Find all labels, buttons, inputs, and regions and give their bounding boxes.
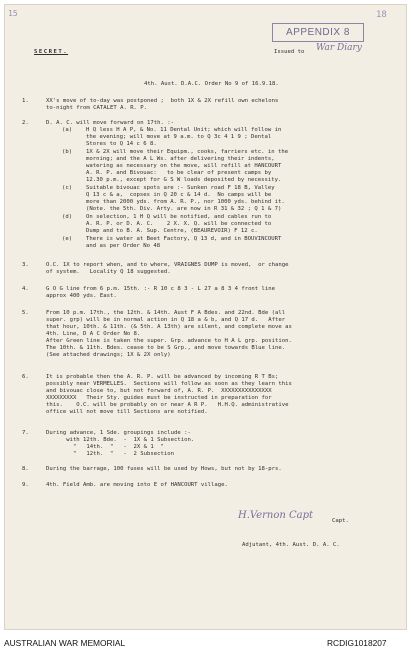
signature-title: Adjutant, 4th. Aust. D. A. C. [242,542,340,548]
para-line: Dump and to B. A. Sup. Centre, (BEAUREVOIR) F 12 c. [86,228,258,234]
para-line: this. O.C. will be probably on or near A R P. H.H.Q. administrative [46,402,289,408]
sub-item-label: (c) [62,185,73,191]
para-line: H Q less H A P, & No. 11 Dental Unit; which will follow in [86,127,282,133]
para-number: 1. [22,98,29,104]
para-line: of system. Locality Q 18 suggested. [46,269,171,275]
sub-item-label: (b) [62,149,73,155]
para-line: more than 2000 yds. from A. R. P., nor 1000 yds. behind it. [86,199,285,205]
issued-to-label: Issued to [274,49,305,55]
para-line: " 12th. " - 2 Subsection [46,451,174,457]
para-number: 7. [22,430,29,436]
para-line: There is water at Beet Factory, Q 13 d, and in BOUVINCOURT [86,236,282,242]
signature-rank: Capt. [332,518,349,524]
para-line: 4th. Field Amb. are moving into E of HANCOURT village. [46,482,228,488]
para-line: with 12th. Bde. - 1X & 1 Subsection. [46,437,195,443]
para-line: XXXXXXXXX Their Sty. guides must be instructed in preparation for [46,395,272,401]
para-number: 6. [22,374,29,380]
para-line: to-night from CATALET A. R. P. [46,105,148,111]
para-line: the evening; will move at 9 a.m. to Q 3c 4 1 9 ; Dental [86,134,272,140]
para-line: Suitable bivouac spots are :- Sunken road F 18 B, Valley [86,185,275,191]
para-line: During advance, 1 Sde. groupings include :- [46,430,191,436]
para-number: 4. [22,286,29,292]
para-line: After Green line is taken the super. Grp. advance to H A L grp. position. [46,338,292,344]
para-line: possibly near VERMELLES. Sections will follow as soon as they learn this [46,381,292,387]
secret-heading: SECRET. [34,49,69,55]
footer-archive-name: AUSTRALIAN WAR MEMORIAL [4,638,126,648]
para-line: G O G line from 6 p.m. 15th. :- R 10 c 8 3 - L 27 a 8 3 4 front line [46,286,276,292]
para-number: 2. [22,120,29,126]
para-line: During the barrage, 100 fuses will be used by Hows, but not by 18-prs. [46,466,282,472]
para-line: (Note. the 5th. Div. Arty. are now in R 31 & 32 ; Q 1 & 7) [86,206,282,212]
para-line: that hour, 10th. & 11th. (& 5th. A 13th) are silent, and complete move as [46,324,292,330]
para-line: A. R. P. or D. A. C. 2 X. X. Q. will be connected to [86,221,272,227]
para-number: 5. [22,310,29,316]
corner-mark-right: 18 [376,10,387,20]
para-line: XX's move of to-day was postponed ; both 1X & 2X refill own echelons [46,98,279,104]
handwritten-signature: H.Vernon Capt [238,510,314,521]
para-number: 8. [22,466,29,472]
para-line: On selection, 1 H Q will be notified, and cables run to [86,214,272,220]
issued-to-handwritten: War Diary [316,43,362,53]
corner-mark-left: 15 [8,9,18,18]
sub-item-label: (d) [62,214,73,220]
para-line: Q 13 c & a, copses in Q 20 c & 14 d. No camps will be [86,192,272,198]
para-line: approx 400 yds. East. [46,293,117,299]
para-line: A. R. P. and Bivouac: to be clear of present camps by [86,170,272,176]
para-line: Stores to Q 14 c 6 8. [86,141,157,147]
sub-item-label: (e) [62,236,73,242]
para-line: 4th. Line, D A C Order No 8. [46,331,141,337]
para-line: 1X & 2X will move their Equipm., cooks, farriers etc. in the [86,149,289,155]
para-line: The 10th. & 11th. Bdes. cease to be S Grp., and move towards Blue line. [46,345,286,351]
para-line: (See attached drawings; 1X & 2X only) [46,352,171,358]
para-line: " 14th. " - 2X & 1 " [46,444,164,450]
footer-record-id: RCDIG1018207 [327,638,387,648]
para-line: morning; and the A L Ws. after delivering their indents, [86,156,275,162]
para-line: office will not move till Sections are notified. [46,409,208,415]
para-line: O.C. 1X to report when, and to where, VRAIGNES DUMP is moved, or change [46,262,289,268]
order-title: 4th. Aust. D.A.C. Order No 9 of 16.9.18. [144,81,279,87]
para-line: super. grp) will be in normal action in Q 18 a & b, and Q 17 d. After [46,317,286,323]
appendix-stamp: APPENDIX 8 [272,23,364,42]
para-line: 12.30 p.m., except for G S W loads deposited by necessity. [86,177,282,183]
para-line: watering as necessary on the move, will refill at HANCOURT [86,163,282,169]
para-line: and as per Order No 48 [86,243,161,249]
para-line: It is probable then the A. R. P. will be advanced by incoming R T Bs; [46,374,279,380]
para-line: D. A. C. will move forward on 17th. :- [46,120,174,126]
para-number: 3. [22,262,29,268]
document-page [4,4,407,630]
para-line: and bivouac close to, but not forward of, A. R. P. XXXXXXXXXXXXXXX [46,388,272,394]
para-line: From 10 p.m. 17th., the 12th. & 14th. Aust F A Bdes. and 22nd. Bde (all [46,310,286,316]
sub-item-label: (a) [62,127,73,133]
para-number: 9. [22,482,29,488]
